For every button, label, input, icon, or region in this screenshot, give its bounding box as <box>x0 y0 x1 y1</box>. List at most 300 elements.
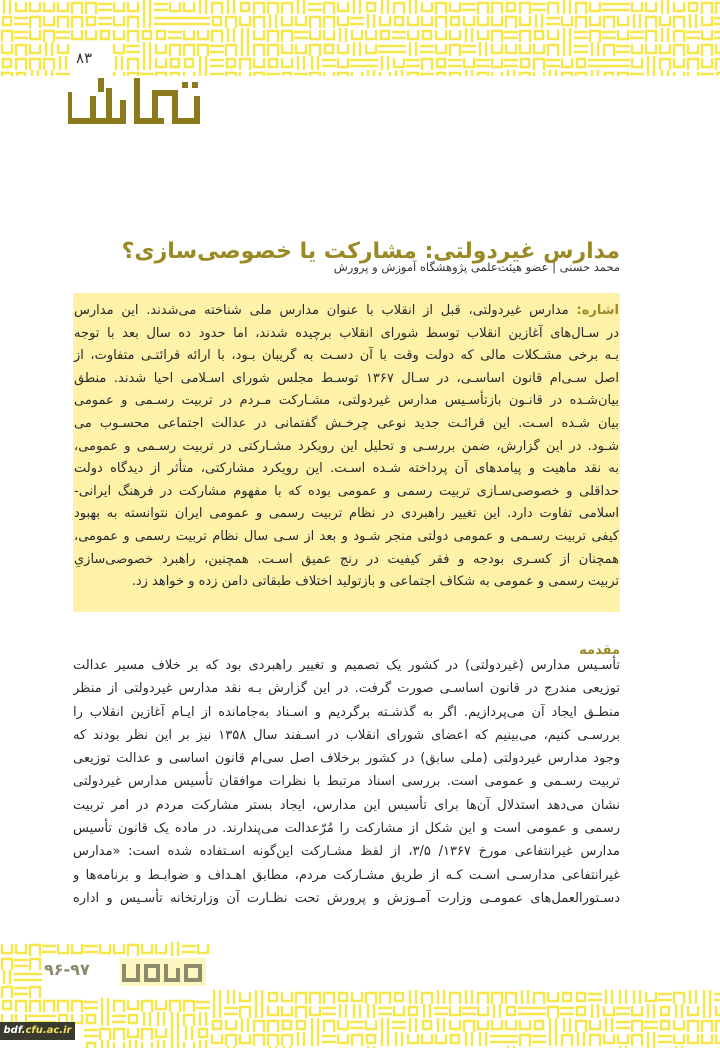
pattern-stroke <box>339 993 347 1001</box>
pattern-stroke <box>144 56 150 70</box>
pattern-stroke <box>716 59 720 70</box>
pattern-stroke <box>437 73 445 76</box>
pattern-stroke <box>450 73 460 76</box>
pattern-stroke <box>297 1021 305 1029</box>
pattern-stroke <box>254 45 264 56</box>
pattern-stroke <box>325 45 333 53</box>
section-heading-introduction: مقدمه <box>579 642 620 658</box>
pattern-stroke <box>2 987 12 998</box>
pattern-stroke <box>184 1015 194 1026</box>
section-logo-tahlil <box>68 78 200 124</box>
pattern-stroke <box>144 0 150 14</box>
pattern-stroke <box>322 1036 336 1042</box>
pattern-stroke <box>14 32 28 38</box>
pattern-stroke <box>256 1004 262 1018</box>
pattern-stroke <box>674 993 684 1004</box>
pattern-stroke <box>466 1032 472 1046</box>
pattern-stroke <box>632 44 642 53</box>
pattern-stroke <box>200 56 206 70</box>
pattern-stroke <box>352 30 362 39</box>
pattern-stroke <box>184 1001 194 1012</box>
pattern-stroke <box>170 45 180 56</box>
pattern-stroke <box>478 30 488 39</box>
pattern-stroke <box>616 4 630 10</box>
pattern-stroke <box>606 990 612 1004</box>
pattern-stroke <box>394 3 404 14</box>
pattern-stroke <box>72 17 82 28</box>
pattern-stroke <box>504 1036 518 1042</box>
pattern-stroke <box>380 16 390 25</box>
pattern-stroke <box>242 42 248 56</box>
pattern-stroke <box>352 1035 362 1046</box>
pattern-stroke <box>30 17 40 28</box>
pattern-stroke <box>200 70 206 76</box>
pattern-stroke <box>144 42 150 56</box>
pattern-stroke <box>200 1040 206 1048</box>
body-line: تأسـیس مدارس (غیردولتی) در کشور یک تصمیم و تغییر راهبردی بود که بر خلاف مسیر عدالت <box>73 658 620 673</box>
pattern-stroke <box>324 3 334 14</box>
pattern-stroke <box>296 993 306 1004</box>
pattern-stroke <box>462 1008 476 1014</box>
pattern-stroke <box>144 14 150 28</box>
pattern-stroke <box>322 60 336 66</box>
pattern-stroke <box>172 1040 178 1048</box>
pattern-stroke <box>44 2 54 11</box>
pattern-stroke <box>296 16 306 25</box>
pattern-stroke <box>704 1004 710 1018</box>
pattern-stroke <box>242 1018 248 1032</box>
pattern-stroke <box>296 1007 306 1018</box>
pattern-stroke <box>100 1029 110 1040</box>
pattern-stroke <box>312 1032 318 1046</box>
pattern-stroke <box>87 17 95 25</box>
pattern-stroke <box>451 17 459 25</box>
pattern-stroke <box>602 60 616 66</box>
pattern-stroke <box>269 59 277 67</box>
pattern-stroke <box>535 1021 543 1029</box>
pattern-stroke <box>58 944 68 953</box>
pattern-stroke <box>254 1035 264 1046</box>
body-text <box>73 654 620 910</box>
pattern-stroke <box>17 73 25 76</box>
pattern-stroke <box>30 987 40 998</box>
pattern-stroke <box>410 990 416 1004</box>
pattern-stroke <box>492 44 502 53</box>
pattern-stroke <box>254 1021 264 1032</box>
pattern-stroke <box>644 1022 658 1028</box>
pattern-stroke <box>464 1021 474 1032</box>
pattern-stroke <box>602 4 616 10</box>
pattern-stroke <box>420 74 434 76</box>
pattern-stroke <box>114 72 124 76</box>
pattern-stroke <box>410 42 416 56</box>
pattern-stroke <box>534 993 544 1004</box>
pattern-stroke <box>548 45 558 56</box>
abstract-line: اصل سـی‌ام قانون اساسـی، در سـال ۱۳۶۷ توسـط مجلس شورای اسـلامی احیا شدند. منطق <box>74 370 619 386</box>
pattern-stroke <box>224 1008 238 1014</box>
pattern-stroke <box>576 17 586 28</box>
pattern-stroke <box>2 44 12 53</box>
pattern-stroke <box>520 44 530 53</box>
abstract-line: شـود. در این گزارش، ضمن بررسـی و تحلیل این رویکرد مشـارکتی در تربیت رسـمی و عمومی، <box>74 438 619 454</box>
pattern-stroke <box>660 59 670 70</box>
pattern-stroke <box>226 1020 236 1029</box>
pattern-stroke <box>507 3 515 11</box>
pattern-stroke <box>424 1004 430 1018</box>
pattern-stroke <box>129 1015 137 1023</box>
pattern-stroke <box>158 1040 164 1048</box>
pattern-stroke <box>448 60 462 66</box>
pattern-stroke <box>184 1042 194 1048</box>
pattern-stroke <box>564 28 570 42</box>
pattern-stroke <box>520 1035 530 1046</box>
pattern-stroke <box>200 1012 206 1026</box>
pattern-stroke <box>84 946 98 952</box>
pattern-stroke <box>507 1007 515 1015</box>
pattern-stroke <box>350 60 364 66</box>
pattern-stroke <box>200 0 206 14</box>
pattern-stroke <box>3 1001 11 1009</box>
abstract-line: بیان‌شـده در قانـون بازتأسـیس مدارس غیردولتی، مشـارکت مـردم در تربیت رسـمی و عمومی <box>74 393 619 409</box>
body-line: منطـق ایجاد آن می‌پردازیم. اگر به گذشـته برگردیم و اسـناد به‌جامانده از ایـام آغازین انقلاب را <box>73 704 620 720</box>
pattern-stroke <box>492 31 502 42</box>
pattern-stroke <box>634 990 640 1004</box>
pattern-stroke <box>367 3 375 11</box>
top-decorative-pattern <box>0 0 720 76</box>
pattern-stroke <box>451 1035 459 1043</box>
pattern-stroke <box>674 2 684 11</box>
pattern-stroke <box>186 1026 192 1040</box>
pattern-stroke <box>702 16 712 25</box>
pattern-stroke <box>702 1034 712 1043</box>
pattern-stroke <box>72 3 82 14</box>
pattern-stroke <box>352 992 362 1001</box>
body-line: بررسـی کنیم، می‌بینیم که اعضای شورای انقلاب در اسـفند سال ۱۳۵۸ نیز بر این نظر بودند که <box>73 727 620 743</box>
pattern-stroke <box>630 32 644 38</box>
pattern-stroke <box>212 1034 222 1043</box>
pattern-stroke <box>438 990 444 1004</box>
body-line: غیرانتفاعی مدارسـی اسـت کـه از طریق مشـارکت مردم، مطابق اهـداف و ضوابـط و برنامه‌ها و <box>73 867 620 883</box>
pattern-stroke <box>616 1008 630 1014</box>
pattern-stroke <box>283 1021 291 1029</box>
pattern-stroke <box>156 944 166 953</box>
body-line: رسمی و عمومی است و این شکل از مشارکت را مُرّعدالت می‌پندارند. در ماده یک قانون تأسیس <box>73 821 620 837</box>
pattern-stroke <box>632 1021 642 1032</box>
pattern-stroke <box>660 16 670 25</box>
pattern-stroke <box>620 990 626 1004</box>
pattern-stroke <box>184 30 194 39</box>
pattern-stroke <box>560 1008 574 1014</box>
pattern-stroke <box>210 46 224 52</box>
pattern-stroke <box>590 1020 600 1029</box>
pattern-stroke <box>634 14 640 28</box>
pattern-stroke <box>480 1032 486 1046</box>
pattern-stroke <box>382 56 388 70</box>
pattern-stroke <box>157 31 165 39</box>
kufic-pattern-top <box>0 0 720 76</box>
pattern-stroke <box>382 1032 388 1046</box>
pattern-stroke <box>368 70 374 76</box>
pattern-stroke <box>378 46 392 52</box>
pattern-stroke <box>240 1007 250 1018</box>
pattern-stroke <box>702 58 712 67</box>
pattern-stroke <box>382 1018 388 1032</box>
pattern-stroke <box>478 16 488 25</box>
pattern-stroke <box>464 58 474 67</box>
pattern-stroke <box>704 990 710 1004</box>
pattern-stroke <box>268 45 278 56</box>
pattern-stroke <box>168 18 182 24</box>
pattern-stroke <box>702 1021 712 1032</box>
pattern-stroke <box>520 16 530 25</box>
pattern-stroke <box>214 990 220 1004</box>
pattern-stroke <box>564 1018 570 1032</box>
pattern-stroke <box>618 1034 628 1043</box>
pattern-stroke <box>466 28 472 42</box>
pattern-stroke <box>158 1012 164 1026</box>
pattern-stroke <box>394 1006 404 1015</box>
pattern-stroke <box>256 990 262 1004</box>
pattern-stroke <box>532 1008 546 1014</box>
pattern-stroke <box>716 1034 720 1043</box>
pattern-stroke <box>588 994 602 1000</box>
pattern-stroke <box>156 1000 166 1009</box>
pattern-stroke <box>171 59 179 67</box>
pattern-stroke <box>422 1034 432 1043</box>
pattern-stroke <box>270 14 276 28</box>
pattern-stroke <box>716 44 720 53</box>
pattern-stroke <box>590 2 600 11</box>
pattern-stroke <box>196 18 210 24</box>
pattern-stroke <box>154 18 168 24</box>
pattern-stroke <box>58 44 68 53</box>
pattern-stroke <box>632 2 642 11</box>
body-line: مدارس غیرانتفاعی مورخ ۱۳۶۷/ ۳/۵، از لفظ مشـارکت این‌گونه اسـتفاده شده است: «مدارس <box>73 844 620 860</box>
pattern-stroke <box>268 3 278 14</box>
pattern-stroke <box>310 1006 320 1015</box>
pattern-stroke <box>466 990 472 1004</box>
pattern-stroke <box>434 1008 448 1014</box>
pattern-stroke <box>450 2 460 11</box>
pattern-stroke <box>606 1018 612 1032</box>
pattern-stroke <box>310 45 320 56</box>
abstract-line: حداقلی و خصوصی‌سـازی تربیت رسمی و عمومی بوده که با مفهوم مشارکت در فرهنگ ایرانی- <box>74 483 619 499</box>
pattern-stroke <box>464 16 474 25</box>
pattern-stroke <box>2 959 12 970</box>
pattern-stroke <box>282 3 292 14</box>
pattern-stroke <box>282 31 292 42</box>
pattern-stroke <box>198 45 208 56</box>
pattern-stroke <box>674 58 684 67</box>
pattern-stroke <box>462 4 476 10</box>
pattern-stroke <box>646 992 656 1001</box>
pattern-stroke <box>688 1034 698 1043</box>
pattern-stroke <box>56 32 70 38</box>
pattern-stroke <box>450 30 460 39</box>
pattern-stroke <box>294 74 308 76</box>
pattern-stroke <box>648 1004 654 1018</box>
pattern-stroke <box>702 3 712 14</box>
pattern-stroke <box>338 73 348 76</box>
pattern-stroke <box>144 1012 150 1026</box>
pattern-stroke <box>352 72 362 76</box>
body-line: تربیت رسـمی و عمومی است. بررسی اسناد مرتبط با نظرات موافقان تأسیس مدارس غیردولتی <box>73 774 620 790</box>
pattern-stroke <box>100 944 110 953</box>
pattern-stroke <box>588 60 602 66</box>
pattern-stroke <box>324 72 334 76</box>
pattern-stroke <box>30 1001 40 1012</box>
pattern-stroke <box>437 59 445 67</box>
pattern-stroke <box>658 1036 672 1042</box>
pattern-stroke <box>296 44 306 53</box>
pattern-stroke <box>213 17 221 25</box>
pattern-stroke <box>242 28 248 42</box>
pattern-stroke <box>674 72 684 76</box>
pattern-stroke <box>506 17 516 28</box>
body-line: نشان می‌دهد استدلال آن‌ها برای تأسیس این مدارس، ایجاد بستر مشارکت مردم در امر تربیت <box>73 797 620 813</box>
pattern-stroke <box>702 30 712 39</box>
pattern-stroke <box>282 1006 292 1015</box>
pattern-stroke <box>268 1021 278 1032</box>
pattern-stroke <box>548 1007 558 1018</box>
pattern-stroke <box>2 73 12 76</box>
pattern-stroke <box>30 959 40 970</box>
pattern-stroke <box>72 944 82 953</box>
pattern-stroke <box>564 42 570 56</box>
pattern-stroke <box>450 993 460 1004</box>
pattern-stroke <box>714 32 720 38</box>
pattern-stroke <box>227 59 235 67</box>
pattern-stroke <box>630 74 644 76</box>
page-number: ۸۳ <box>76 49 93 67</box>
pattern-stroke <box>508 70 514 76</box>
pattern-stroke <box>550 1018 556 1032</box>
pattern-stroke <box>282 16 292 25</box>
pattern-stroke <box>661 1021 669 1029</box>
pattern-stroke <box>436 17 446 28</box>
pattern-stroke <box>226 73 236 76</box>
pattern-stroke <box>648 56 654 70</box>
pattern-stroke <box>170 1001 180 1012</box>
pattern-stroke <box>322 1008 336 1014</box>
pattern-stroke <box>520 1020 530 1029</box>
abstract-lead-label: اشاره: <box>576 303 619 318</box>
pattern-stroke <box>338 2 348 11</box>
pattern-stroke <box>690 990 696 1004</box>
pattern-stroke <box>392 1022 406 1028</box>
pattern-stroke <box>16 944 26 953</box>
pattern-stroke <box>536 14 542 28</box>
pattern-stroke <box>562 16 572 25</box>
pattern-stroke <box>14 18 28 24</box>
pattern-stroke <box>228 28 234 42</box>
pattern-stroke <box>283 73 291 76</box>
pattern-stroke <box>98 18 112 24</box>
pattern-stroke <box>422 16 432 25</box>
pattern-stroke <box>87 1043 95 1048</box>
pattern-stroke <box>577 993 585 1001</box>
pattern-stroke <box>378 1008 392 1014</box>
pattern-stroke <box>298 0 304 14</box>
abstract-line: بـه برخی مشـکلات مالی که دولت وقت با آن دسـت به گریبان بـود، با ارائه قرائتـی متفاوت، از <box>74 348 619 364</box>
pattern-stroke <box>338 1034 348 1043</box>
pattern-stroke <box>338 1020 348 1029</box>
pattern-stroke <box>408 73 418 76</box>
pattern-stroke <box>128 945 138 956</box>
pattern-stroke <box>240 992 250 1001</box>
pattern-stroke <box>282 1035 292 1046</box>
pattern-stroke <box>423 1021 431 1029</box>
pattern-stroke <box>142 1029 152 1040</box>
pattern-stroke <box>646 44 656 53</box>
pattern-stroke <box>521 59 529 67</box>
pattern-stroke <box>422 59 432 70</box>
pattern-stroke <box>605 73 613 76</box>
pattern-stroke <box>674 1020 684 1029</box>
pattern-stroke <box>324 993 334 1004</box>
pattern-stroke <box>492 58 502 67</box>
pattern-stroke <box>364 60 378 66</box>
pattern-stroke <box>658 994 672 1000</box>
pattern-stroke <box>28 974 42 980</box>
pattern-stroke <box>380 72 390 76</box>
pattern-stroke <box>506 993 516 1004</box>
pattern-stroke <box>56 74 70 76</box>
pattern-stroke <box>618 30 628 39</box>
pattern-stroke <box>46 70 52 76</box>
pattern-stroke <box>646 2 656 11</box>
pattern-stroke <box>3 59 11 67</box>
pattern-stroke <box>184 2 194 11</box>
pattern-stroke <box>128 59 138 70</box>
pattern-stroke <box>604 17 614 28</box>
source-watermark <box>0 1022 75 1040</box>
pattern-stroke <box>618 73 628 76</box>
pattern-stroke <box>32 70 38 76</box>
pattern-stroke <box>114 1042 124 1048</box>
pattern-stroke <box>340 28 346 42</box>
pattern-stroke <box>350 1022 364 1028</box>
pattern-stroke <box>268 31 278 42</box>
pattern-stroke <box>44 31 54 42</box>
pattern-stroke <box>520 3 530 14</box>
pattern-stroke <box>171 73 179 76</box>
pattern-stroke <box>450 1020 460 1029</box>
pattern-stroke <box>592 1004 598 1018</box>
pattern-stroke <box>350 18 364 24</box>
abstract-line <box>73 300 620 323</box>
pattern-stroke <box>368 14 374 28</box>
pattern-stroke <box>101 31 109 39</box>
pattern-stroke <box>602 32 616 38</box>
pattern-stroke <box>86 30 96 39</box>
pattern-stroke <box>44 16 54 25</box>
pattern-stroke <box>154 4 168 10</box>
pattern-stroke <box>184 72 194 76</box>
abstract-line: در سـال‌های آغازین انقلاب توسط شورای انقلاب برچیده شدند، اما حدود ده سال بعد با توجه <box>74 325 619 341</box>
pattern-stroke <box>210 60 224 66</box>
pattern-stroke <box>534 59 544 70</box>
pattern-stroke <box>172 942 178 956</box>
pattern-stroke <box>532 4 546 10</box>
pattern-stroke <box>114 16 124 25</box>
pattern-stroke <box>324 17 334 28</box>
didehban-kufic-logo-icon <box>120 958 206 986</box>
tahlil-kufic-logo-icon <box>68 78 200 124</box>
pattern-stroke <box>182 18 196 24</box>
pattern-stroke <box>550 70 556 76</box>
pattern-stroke <box>466 70 472 76</box>
